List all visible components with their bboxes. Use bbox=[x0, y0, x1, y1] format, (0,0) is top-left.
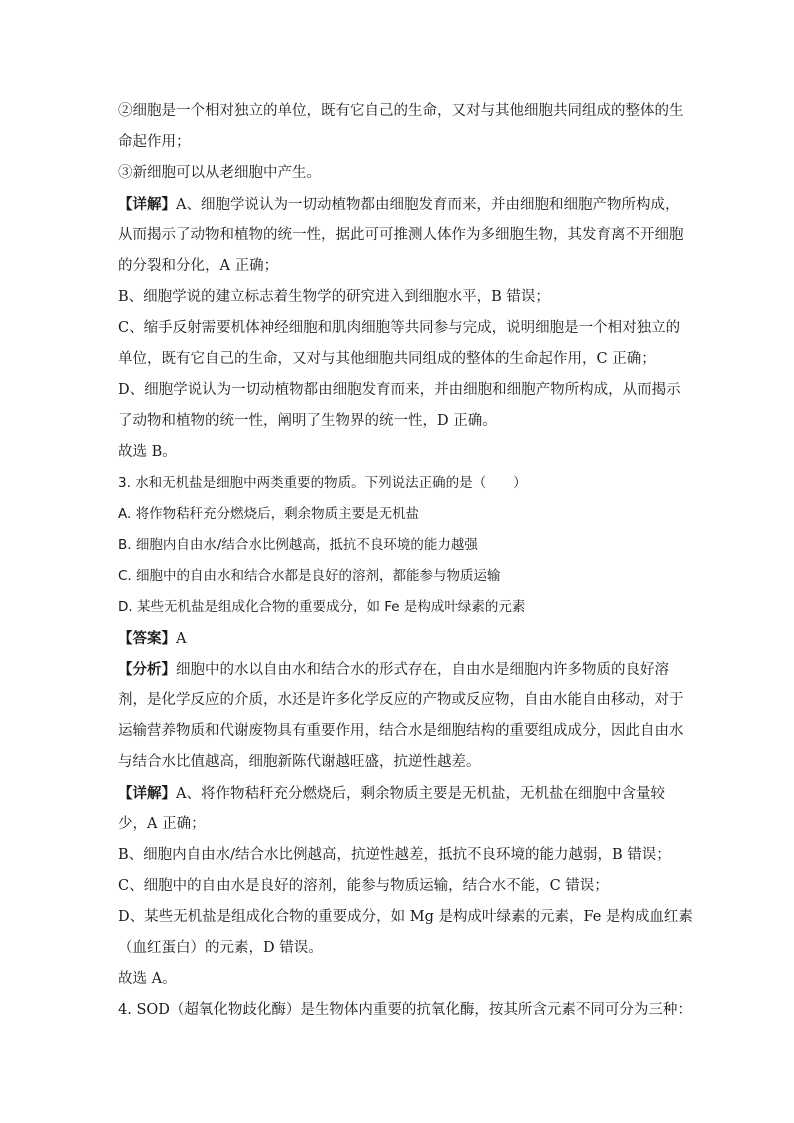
text-line bbox=[118, 995, 692, 1026]
line-text: （血红蛋白）的元素，D 错误。 bbox=[118, 940, 323, 956]
line-text: D、细胞学说认为一切动植物都由细胞发育而来，并由细胞和细胞产物所构成，从而揭示 bbox=[118, 382, 681, 398]
line-text: C、缩手反射需要机体神经细胞和肌肉细胞等共同参与完成，说明细胞是一个相对独立的 bbox=[118, 320, 681, 336]
text-line bbox=[118, 96, 684, 127]
line-text: 的分裂和分化，A 正确； bbox=[118, 258, 279, 274]
line-text: C、细胞中的自由水是良好的溶剂，能参与物质运输，结合水不能，C 错误； bbox=[118, 878, 609, 894]
text-line bbox=[118, 468, 678, 499]
text-line bbox=[118, 251, 678, 282]
text-line bbox=[118, 189, 678, 220]
line-text: ②细胞是一个相对独立的单位，既有它自己的生命，又对与其他细胞共同组成的整体的生 bbox=[118, 103, 684, 119]
line-text: 与结合水比值越高，细胞新陈代谢越旺盛，抗逆性越差。 bbox=[118, 754, 481, 770]
document-page bbox=[118, 96, 693, 1026]
line-text: 从而揭示了动物和植物的统一性，据此可可推测人体作为多细胞生物，其发育离不开细胞 bbox=[118, 227, 684, 243]
text-line bbox=[118, 685, 684, 716]
text-line bbox=[118, 437, 678, 468]
text-line bbox=[118, 344, 678, 375]
line-text: 4. SOD（超氧化物歧化酶）是生物体内重要的抗氧化酶，按其所含元素不同可分为三种： bbox=[118, 1002, 692, 1018]
text-line bbox=[118, 282, 678, 313]
text-line bbox=[118, 375, 681, 406]
text-line bbox=[118, 964, 678, 995]
text-line bbox=[118, 747, 678, 778]
line-text: 单位，既有它自己的生命，又对与其他细胞共同组成的整体的生命起作用，C 正确； bbox=[118, 351, 656, 367]
line-text: 少，A 正确； bbox=[118, 816, 206, 832]
text-line bbox=[118, 809, 678, 840]
line-text: 运输营养物质和代谢废物具有重要作用，结合水是细胞结构的重要组成成分，因此自由水 bbox=[118, 723, 684, 739]
section-tag: 【详解】 bbox=[118, 785, 176, 802]
text-line bbox=[118, 902, 693, 933]
line-text: 了动物和植物的统一性，阐明了生物界的统一性，D 正确。 bbox=[118, 413, 497, 429]
line-text: A、细胞学说认为一切动植物都由细胞发育而来，并由细胞和细胞产物所构成， bbox=[176, 197, 680, 213]
line-text: B、细胞学说的建立标志着生物学的研究进入到细胞水平，B 错误； bbox=[118, 289, 550, 305]
line-text: C. 细胞中的自由水和结合水都是良好的溶剂，都能参与物质运输 bbox=[118, 568, 501, 584]
text-line bbox=[118, 623, 678, 654]
text-line bbox=[118, 530, 678, 561]
text-line bbox=[118, 158, 678, 189]
line-text: 命起作用； bbox=[118, 134, 191, 150]
line-text: ③新细胞可以从老细胞中产生。 bbox=[118, 165, 321, 181]
line-text: B、细胞内自由水/结合水比例越高，抗逆性越差，抵抗不良环境的能力越弱，B 错误； bbox=[118, 847, 671, 863]
line-text: 故选 B。 bbox=[118, 444, 177, 460]
text-line bbox=[118, 499, 678, 530]
line-text: 故选 A。 bbox=[118, 971, 177, 987]
text-line bbox=[118, 933, 678, 964]
line-text: A bbox=[176, 631, 187, 647]
section-tag: 【详解】 bbox=[118, 196, 176, 213]
line-text: 3. 水和无机盐是细胞中两类重要的物质。下列说法正确的是（ ） bbox=[118, 475, 527, 491]
line-text: 剂，是化学反应的介质，水还是许多化学反应的产物或反应物，自由水能自由移动，对于 bbox=[118, 692, 684, 708]
text-line bbox=[118, 127, 678, 158]
text-line bbox=[118, 840, 678, 871]
text-line bbox=[118, 778, 678, 809]
text-line bbox=[118, 592, 678, 623]
text-line bbox=[118, 220, 684, 251]
line-text: D、某些无机盐是组成化合物的重要成分，如 Mg 是构成叶绿素的元素，Fe 是构成血红素 bbox=[118, 909, 693, 925]
line-text: A. 将作物秸秆充分燃烧后，剩余物质主要是无机盐 bbox=[118, 506, 420, 522]
text-line bbox=[118, 313, 681, 344]
text-line bbox=[118, 716, 684, 747]
line-text: D. 某些无机盐是组成化合物的重要成分，如 Fe 是构成叶绿素的元素 bbox=[118, 599, 526, 615]
line-text: A、将作物秸秆充分燃烧后，剩余物质主要是无机盐，无机盐在细胞中含量较 bbox=[176, 786, 665, 802]
line-text: 细胞中的水以自由水和结合水的形式存在，自由水是细胞内许多物质的良好溶 bbox=[176, 662, 669, 678]
text-line bbox=[118, 406, 678, 437]
text-line bbox=[118, 654, 678, 685]
text-line bbox=[118, 871, 678, 902]
text-line bbox=[118, 561, 678, 592]
section-tag: 【答案】 bbox=[118, 630, 176, 647]
section-tag: 【分析】 bbox=[118, 661, 176, 678]
line-text: B. 细胞内自由水/结合水比例越高，抵抗不良环境的能力越强 bbox=[118, 537, 478, 553]
